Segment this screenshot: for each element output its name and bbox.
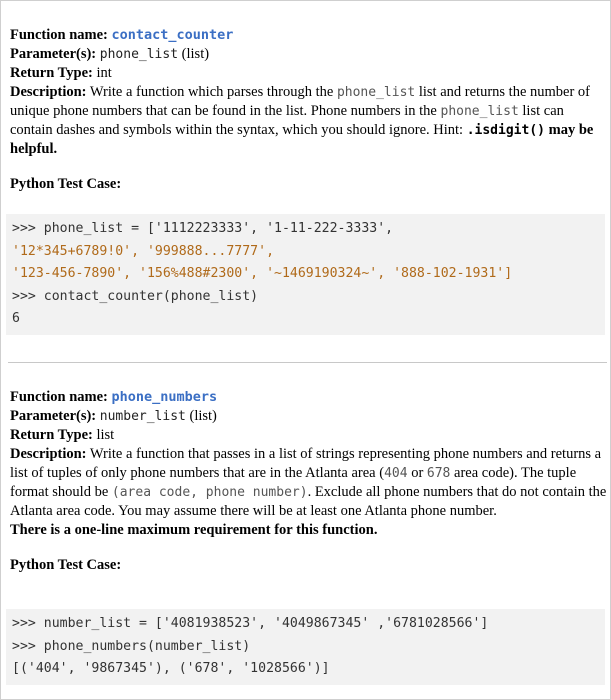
- requirement-note: There is a one-line maximum requirement for this function.: [10, 522, 378, 538]
- code-line: >>> phone_list = ['1112223333', '1-11-222-3333',: [12, 221, 394, 236]
- function-name-row: [10, 388, 607, 407]
- return-type-label: Return Type:: [10, 427, 93, 443]
- test-case-heading: Python Test Case:: [10, 176, 122, 192]
- description: [10, 445, 607, 521]
- function-name-row: [10, 26, 607, 45]
- function-name: contact_counter: [111, 27, 234, 43]
- function-block-phone-numbers: [10, 388, 607, 574]
- code-line: >>> phone_numbers(number_list): [12, 638, 251, 654]
- inline-code: 404: [384, 466, 408, 481]
- inline-code: phone_list: [440, 104, 519, 119]
- function-name-label: Function name:: [10, 389, 108, 405]
- test-case-heading: Python Test Case:: [10, 557, 122, 573]
- function-name: phone_numbers: [111, 389, 218, 405]
- return-type-row: [10, 426, 607, 445]
- description-text: list and returns the number of unique phone numbers that can be found in the list. Phone numbers in the: [10, 84, 590, 119]
- function-name-label: Function name:: [10, 27, 108, 43]
- code-line: '12*345+6789!0', '999888...7777',: [12, 243, 275, 259]
- parameter-name: phone_list: [99, 47, 179, 62]
- return-type-row: [10, 64, 607, 83]
- inline-code: 678: [426, 466, 451, 481]
- code-output: [('404', '9867345'), ('678', '1028566')]: [12, 661, 330, 676]
- description-text: area code). The tuple format should be: [10, 465, 577, 500]
- description-text: may be helpful.: [10, 122, 594, 157]
- parameter-row: [10, 407, 607, 426]
- inline-code: phone_list: [336, 85, 416, 100]
- description-text: list can contain dashes and symbols within the syntax, which you should ignore. Hint:: [10, 103, 564, 138]
- parameter-row: [10, 45, 607, 64]
- description-text: . Exclude all phone numbers that do not contain the Atlanta area code. You may assume there will be at least one Atlanta phone number.: [10, 484, 607, 519]
- code-line: >>> number_list = ['4081938523', '4049867345' ,'6781028566']: [12, 616, 489, 631]
- return-type: list: [96, 427, 115, 443]
- code-output: 6: [12, 311, 20, 326]
- description-label: Description:: [10, 446, 87, 462]
- inline-code: (area code, phone number): [111, 485, 308, 500]
- parameter-label: Parameter(s):: [10, 46, 97, 62]
- parameter-type: (list): [189, 408, 217, 424]
- description-text: Write a function that passes in a list of strings representing phone numbers and returns a list of tuples of only phone numbers that are in the Atlanta area (: [10, 446, 602, 481]
- section-divider: [8, 362, 607, 363]
- description-text: or: [411, 465, 424, 481]
- description-text: Write a function which parses through the: [89, 84, 334, 100]
- code-line: '123-456-7890', '156%488#2300', '~1469190324~', '888-102-1931']: [12, 266, 513, 281]
- parameter-label: Parameter(s):: [10, 408, 97, 424]
- description-label: Description:: [10, 84, 87, 100]
- function-block-contact-counter: [10, 26, 607, 193]
- description: [10, 83, 607, 159]
- code-line: >>> contact_counter(phone_list): [12, 288, 259, 304]
- code-block-contact-counter: [6, 214, 605, 335]
- return-type: int: [96, 65, 112, 81]
- inline-code: .isdigit(): [466, 123, 545, 138]
- code-block-phone-numbers: [6, 609, 605, 685]
- parameter-type: (list): [181, 46, 210, 62]
- parameter-name: number_list: [99, 409, 186, 424]
- return-type-label: Return Type:: [10, 65, 93, 81]
